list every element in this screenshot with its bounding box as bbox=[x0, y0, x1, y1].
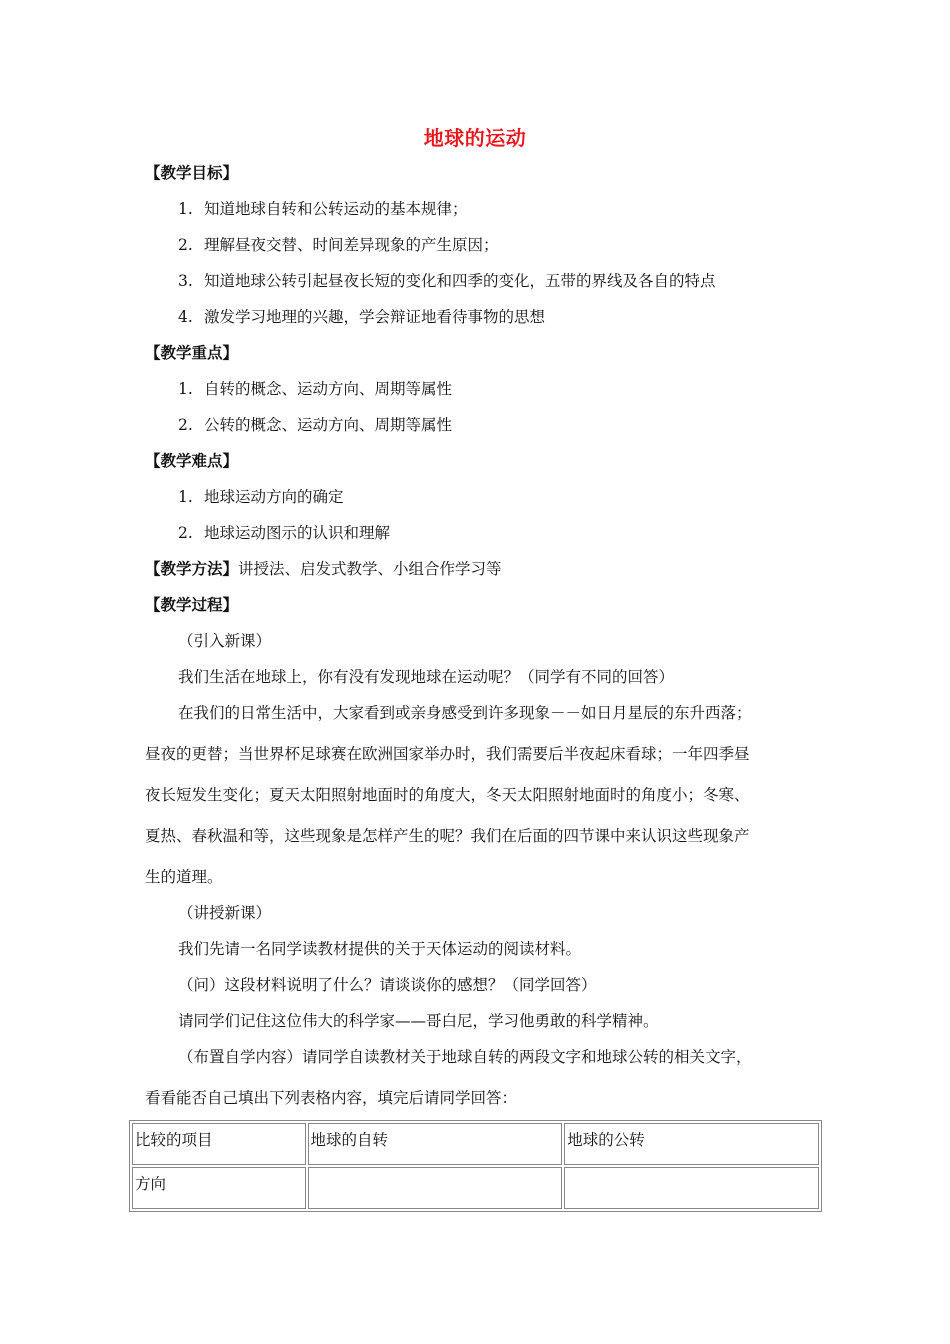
paragraph-line: 在我们的日常生活中，大家看到或亲身感受到许多现象－－如日月星辰的东升西落； bbox=[178, 704, 752, 722]
reading-line: 我们先请一名同学读教材提供的关于天体运动的阅读材料。 bbox=[178, 940, 582, 958]
new-lesson-label: （讲授新课） bbox=[178, 904, 272, 922]
intro-label: （引入新课） bbox=[178, 632, 272, 650]
table-header-row bbox=[132, 1123, 819, 1165]
process-heading: 【教学过程】 bbox=[145, 595, 239, 614]
paragraph-line: 昼夜的更替；当世界杯足球赛在欧洲国家举办时，我们需要后半夜起床看球；一年四季昼 bbox=[145, 745, 750, 763]
objectives-heading: 【教学目标】 bbox=[145, 163, 239, 182]
key-points-heading: 【教学重点】 bbox=[145, 343, 239, 362]
paragraph-line: 夜长短发生变化；夏天太阳照射地面时的角度大，冬天太阳照射地面时的角度小；冬寒、 bbox=[145, 786, 750, 804]
self-study-line: （布置自学内容）请同学自读教材关于地球自转的两段文字和地球公转的相关文字， bbox=[178, 1048, 752, 1066]
methods-line bbox=[145, 558, 502, 580]
difficulties-heading: 【教学难点】 bbox=[145, 451, 239, 470]
methods-heading: 【教学方法】 bbox=[145, 559, 239, 578]
difficulty-item: 1. 地球运动方向的确定 bbox=[178, 488, 344, 506]
question-line: （问）这段材料说明了什么？请谈谈你的感想？（同学回答） bbox=[178, 976, 597, 994]
table-row bbox=[132, 1167, 819, 1209]
table-cell: 方向 bbox=[132, 1167, 306, 1209]
document-title: 地球的运动 bbox=[423, 126, 527, 150]
objective-item: 4. 激发学习地理的兴趣，学会辩证地看待事物的思想 bbox=[178, 308, 546, 326]
paragraph-line: 夏热、春秋温和等，这些现象是怎样产生的呢？我们在后面的四节课中来认识这些现象产 bbox=[145, 827, 750, 845]
difficulty-item: 2. 地球运动图示的认识和理解 bbox=[178, 524, 391, 542]
comparison-table bbox=[129, 1120, 822, 1212]
key-point-item: 2. 公转的概念、运动方向、周期等属性 bbox=[178, 416, 453, 434]
table-header-cell: 地球的公转 bbox=[564, 1123, 819, 1165]
intro-question: 我们生活在地球上，你有没有发现地球在运动呢？（同学有不同的回答） bbox=[178, 668, 675, 686]
remember-line: 请同学们记住这位伟大的科学家——哥白尼，学习他勇敢的科学精神。 bbox=[178, 1012, 659, 1030]
key-point-item: 1. 自转的概念、运动方向、周期等属性 bbox=[178, 380, 453, 398]
paragraph-line: 生的道理。 bbox=[145, 868, 223, 886]
table-header-cell: 地球的自转 bbox=[308, 1123, 563, 1165]
table-cell bbox=[308, 1167, 563, 1209]
objective-item: 2. 理解昼夜交替、时间差异现象的产生原因； bbox=[178, 236, 499, 254]
self-study-line: 看看能否自己填出下列表格内容，填完后请同学回答： bbox=[145, 1089, 518, 1107]
methods-text: 讲授法、启发式教学、小组合作学习等 bbox=[238, 560, 502, 578]
table-header-cell: 比较的项目 bbox=[132, 1123, 306, 1165]
objective-item: 1. 知道地球自转和公转运动的基本规律； bbox=[178, 200, 468, 218]
table-cell bbox=[564, 1167, 819, 1209]
objective-item: 3. 知道地球公转引起昼夜长短的变化和四季的变化，五带的界线及各自的特点 bbox=[178, 272, 716, 290]
